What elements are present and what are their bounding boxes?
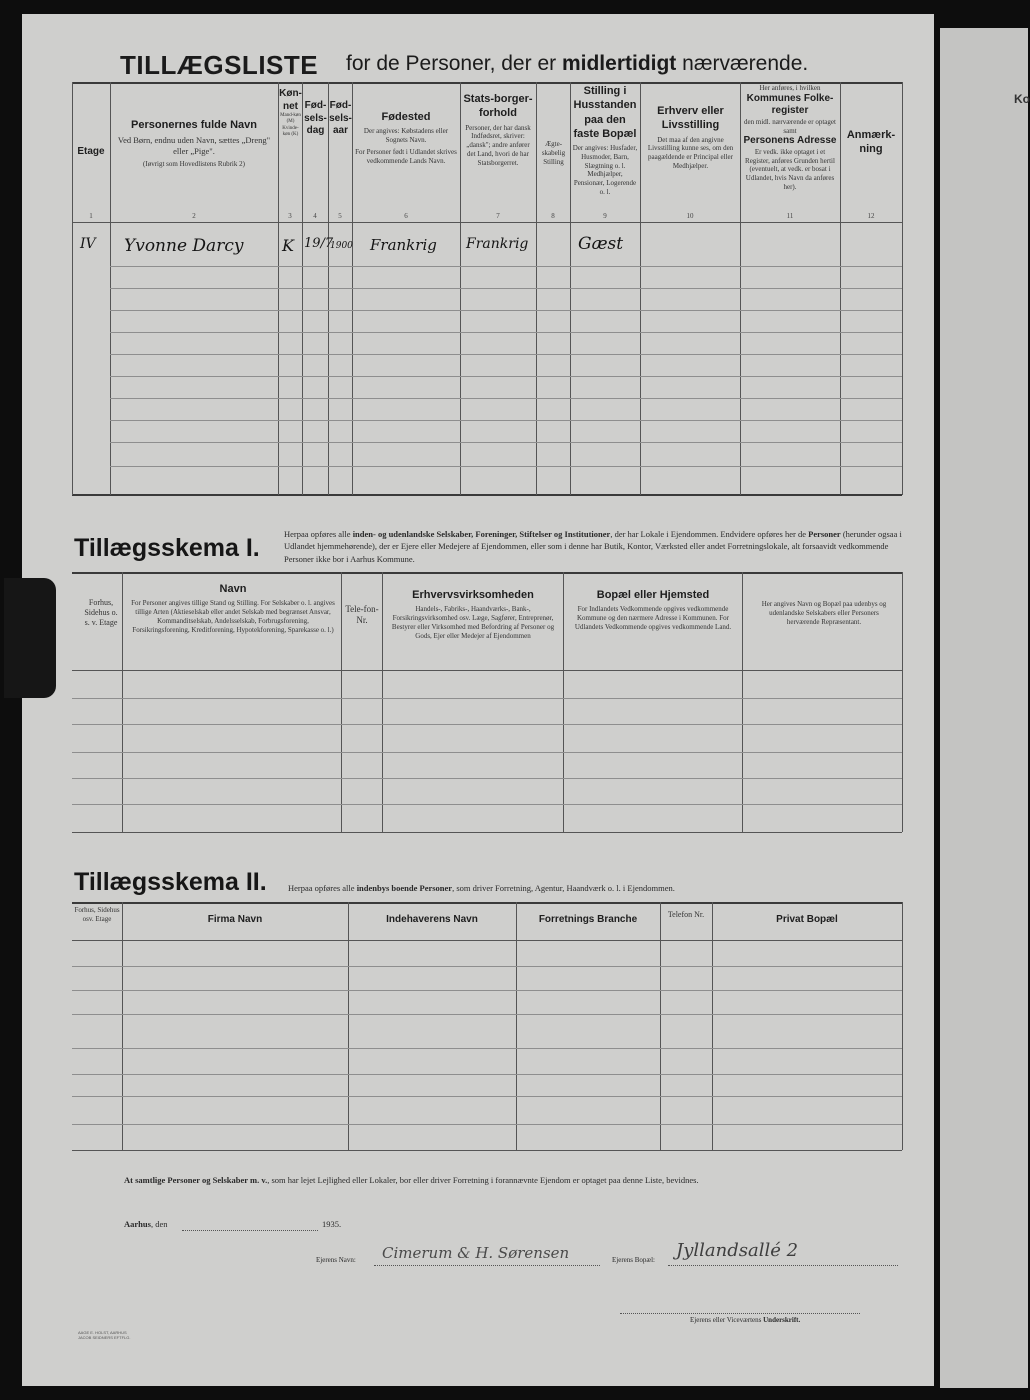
col-name-note: (Iøvrigt som Hovedlistens Rubrik 2) xyxy=(143,159,245,168)
subtitle-bold: midlertidigt xyxy=(561,52,677,75)
col-adresse-pre: Her anføres, i hvilken xyxy=(759,84,821,92)
skema2-col-bopael-title: Privat Bopæl xyxy=(776,914,838,925)
printer-imprint xyxy=(78,1330,130,1340)
skema1-desc-part: Herpaa opføres alle xyxy=(284,529,353,539)
col-num: 2 xyxy=(192,212,196,220)
skema1-col-bopael-title: Bopæl eller Hjemsted xyxy=(596,589,710,601)
col-num: 3 xyxy=(288,212,292,220)
col-num: 9 xyxy=(603,212,607,220)
skema2-desc-bold: indenbys boende Personer xyxy=(356,883,453,893)
owner-residence-field[interactable] xyxy=(668,1264,898,1266)
col-erhverv-header xyxy=(643,104,738,171)
col-erhverv-title: Erhverv eller Livsstilling xyxy=(657,105,724,132)
col-etage-header xyxy=(72,146,110,159)
col-kon-header xyxy=(279,88,302,138)
skema2-col-telefon xyxy=(662,910,710,920)
cell-kon: K xyxy=(282,236,294,255)
skema2-col-branche xyxy=(518,914,658,927)
signature-field[interactable] xyxy=(620,1312,860,1314)
owner-residence-label: Ejerens Bopæl: xyxy=(612,1256,655,1264)
col-adresse-header xyxy=(742,84,838,192)
col-aegteskab-sub: Ægte-skabelig Stilling xyxy=(541,140,566,166)
col-adresse-pre2: den midl. nærværende er optaget samt xyxy=(744,117,836,135)
skema1-title: Tillægsskema I. xyxy=(74,534,260,562)
declaration-text xyxy=(124,1175,902,1185)
form-subtitle xyxy=(346,52,808,76)
col-adresse-pre-bold: Kommunes Folke-register xyxy=(746,92,834,117)
col-fodested-title: Fødested xyxy=(381,111,431,123)
cell-dag: 19/7 xyxy=(304,236,334,251)
skema1-col-navn-sub: For Personer angives tillige Stand og Stilling. For Selskaber o. l. angives tillige Arten (Aktieselskab eller andet Selskab med begrænset Ansvar, Kommanditselskab, Andelsselskab, Forbrugsforening, Forsikringsforening, Kreditforening, Hypotekforening, Sparekasse o. l.) xyxy=(131,599,335,634)
skema1-col-erhverv-sub: Handels-, Fabriks-, Haandværks-, Bank-, Forsikringsvirksomhed osv. Læge, Sagfører, Entreprenør, Bestyrer eller Virksomhed med Befordring af Personer og Gods, Ejer eller Medejer af Ejendommen xyxy=(391,605,555,640)
skema2-col-indehaver xyxy=(350,914,514,927)
col-num: 7 xyxy=(496,212,500,220)
cell-fodested: Frankrig xyxy=(370,236,437,254)
col-dag-title: Fød-sels-dag xyxy=(304,100,327,136)
col-dag-header xyxy=(303,100,328,138)
date-field[interactable] xyxy=(182,1229,318,1231)
col-statsborger-header xyxy=(462,92,534,167)
col-fodested-note: For Personer født i Udlandet skrives vedkommende Lands Navn. xyxy=(355,147,457,165)
binding-tab xyxy=(4,578,56,698)
col-num: 4 xyxy=(313,212,317,220)
skema2-description xyxy=(288,882,902,894)
skema1-col-bopael xyxy=(567,588,739,632)
signature-label xyxy=(690,1316,800,1324)
skema1-col-repr-sub: Her angives Navn og Bopæl paa udenbys og udenlandske Selskabers eller Personers herværende Repræsentant. xyxy=(761,600,887,626)
skema1-desc-bold: inden- og udenlandske Selskaber, Foreninger, Stiftelser og Institutioner xyxy=(352,529,611,539)
date-line xyxy=(124,1219,167,1229)
skema1-desc-part: , der har Lokale i Ejendommen. Endvidere opføres her de xyxy=(610,529,809,539)
col-anm-header xyxy=(841,128,901,160)
skema1-col-telefon xyxy=(344,604,380,627)
skema2-col-telefon-text: Telefon Nr. xyxy=(667,910,705,919)
skema2-col-indehaver-title: Indehaverens Navn xyxy=(386,914,478,925)
col-num: 12 xyxy=(867,212,875,220)
printer-line-2: JACOB SEIDNERS EFTFLG. xyxy=(78,1335,131,1341)
skema1-col-erhverv xyxy=(386,588,560,640)
col-num: 10 xyxy=(686,212,694,220)
col-name-title: Personernes fulde Navn xyxy=(131,119,257,131)
col-fodested-sub: Der angives: Købstadens eller Sognets Navn. xyxy=(363,127,449,145)
printer-line-1: AAGE E. HOLST, AARHUS xyxy=(78,1330,127,1335)
skema1-col-navn-title: Navn xyxy=(219,583,247,595)
signature-label-bold: Underskrift. xyxy=(763,1316,801,1324)
date-label: , den xyxy=(150,1219,168,1229)
adjacent-page xyxy=(940,28,1028,1388)
skema2-col-firma xyxy=(124,914,346,927)
col-husstand-title: Stilling i Husstanden paa den faste Bopæl xyxy=(573,85,637,140)
owner-name-label: Ejerens Navn: xyxy=(316,1256,356,1264)
declaration-bold: At samtlige Personer og Selskaber m. v. xyxy=(124,1175,268,1185)
cell-etage: IV xyxy=(80,236,96,252)
col-adresse-title: Personens Adresse xyxy=(743,135,837,147)
skema2-col-branche-title: Forretnings Branche xyxy=(538,914,638,925)
place-label: Aarhus xyxy=(124,1219,151,1229)
col-anm-title: Anmærk-ning xyxy=(846,129,896,156)
col-erhverv-sub: Det maa af den angivne Livsstilling kunne ses, om den paagældende er Principal eller Medhjælper. xyxy=(647,135,734,170)
col-statsborger-sub: Personer, der har dansk Indfødsret, skriver: „dansk"; andre anfører det Land, hvori de har Statsborgerret. xyxy=(465,123,531,167)
skema1-col-bopael-sub: For Indlandets Vedkommende opgives vedkommende Kommune og den nærmere Adresse i Kommunen. For Udlandets Vedkommende opgives vedkommende Land. xyxy=(574,605,732,631)
cell-name: Yvonne Darcy xyxy=(124,236,244,256)
skema1-description xyxy=(284,528,902,565)
col-num: 1 xyxy=(89,212,93,220)
year-label: 1935. xyxy=(322,1219,342,1229)
skema1-col-erhverv-title: Erhvervsvirksomheden xyxy=(412,589,534,601)
form-title: TILLÆGSLISTE xyxy=(120,50,319,80)
cell-statsborger: Frankrig xyxy=(466,236,529,252)
col-num: 5 xyxy=(338,212,342,220)
col-name-header xyxy=(112,118,276,168)
declaration-rest: , som har lejet Lejlighed eller Lokaler, bor eller driver Forretning i forannævnte Ejendom er optaget paa denne Liste, bevidnes. xyxy=(267,1175,699,1185)
skema2-title: Tillægsskema II. xyxy=(74,868,267,896)
skema1-col-etage xyxy=(82,598,120,628)
skema1-col-etage-text: Forhus, Sidehus o. s. v. Etage xyxy=(84,598,118,627)
owner-residence-signature: Jyllandsallé 2 xyxy=(676,1240,799,1261)
cell-aar: 1900 xyxy=(330,241,353,251)
skema2-col-bopael xyxy=(714,914,900,927)
skema2-desc-prefix: Herpaa opføres alle xyxy=(288,883,357,893)
col-kon-title: Køn-net xyxy=(279,88,302,112)
col-fodested-header xyxy=(355,110,457,165)
skema1-desc-bold: Personer xyxy=(808,529,841,539)
col-name-sub: Ved Børn, endnu uden Navn, sættes „Dreng" eller „Pige". xyxy=(117,135,271,156)
skema1-col-telefon-text: Tele-fon-Nr. xyxy=(345,604,379,626)
subtitle-suffix: nærværende. xyxy=(682,52,809,75)
col-aar-header xyxy=(329,100,352,138)
cell-husstand: Gæst xyxy=(578,234,624,254)
subtitle-prefix: for de Personer, der er xyxy=(346,52,557,75)
signature-label-prefix: Ejerens eller Viceværtens xyxy=(690,1316,764,1324)
col-husstand-sub: Der angives: Husfader, Husmoder, Barn, Slægtning o. l. Medhjælper, Pensionær, Logerende o. l. xyxy=(572,144,638,196)
skema1-col-navn xyxy=(130,582,336,634)
owner-name-signature: Cimerum & H. Sørensen xyxy=(382,1244,570,1262)
col-aegteskab-header xyxy=(537,140,570,166)
skema2-desc-suffix: , som driver Forretning, Agentur, Haandværk o. l. i Ejendommen. xyxy=(452,883,675,893)
col-num: 8 xyxy=(551,212,555,220)
skema2-col-etage xyxy=(73,906,121,924)
col-husstand-header xyxy=(572,84,638,197)
skema2-col-firma-title: Firma Navn xyxy=(207,914,263,925)
col-adresse-sub: Er vedk. ikke optaget i et Register, anføres Grunden hertil (eventuelt, at vedk. er bosat i Udlandet, hvis Navn da anføres her). xyxy=(745,147,835,191)
skema1-desc-part: (herunder ogsaa i Udlandet hjemmehørende), der er Ejere eller Medejere af Ejendommen, eller som i denne har Butik, Kontor, Værksted eller andet Forretningslokale, alt forsaavidt vedkommende Personer ikke bor i Aarhus Kommune. xyxy=(284,529,902,564)
owner-name-field[interactable] xyxy=(374,1264,600,1266)
col-kon-sub: Mand-køn (M) Kvinde-køn (K) xyxy=(280,113,301,137)
skema1-col-repr xyxy=(752,600,896,626)
skema2-col-etage-text: Forhus, Sidehus osv. Etage xyxy=(74,906,120,923)
adjacent-page-text: Ko xyxy=(1014,92,1030,106)
col-num: 11 xyxy=(786,212,794,220)
col-etage-title: Etage xyxy=(77,146,105,157)
col-statsborger-title: Stats-borger-forhold xyxy=(463,93,533,120)
col-aar-title: Fød-sels-aar xyxy=(329,100,352,136)
col-num: 6 xyxy=(404,212,408,220)
